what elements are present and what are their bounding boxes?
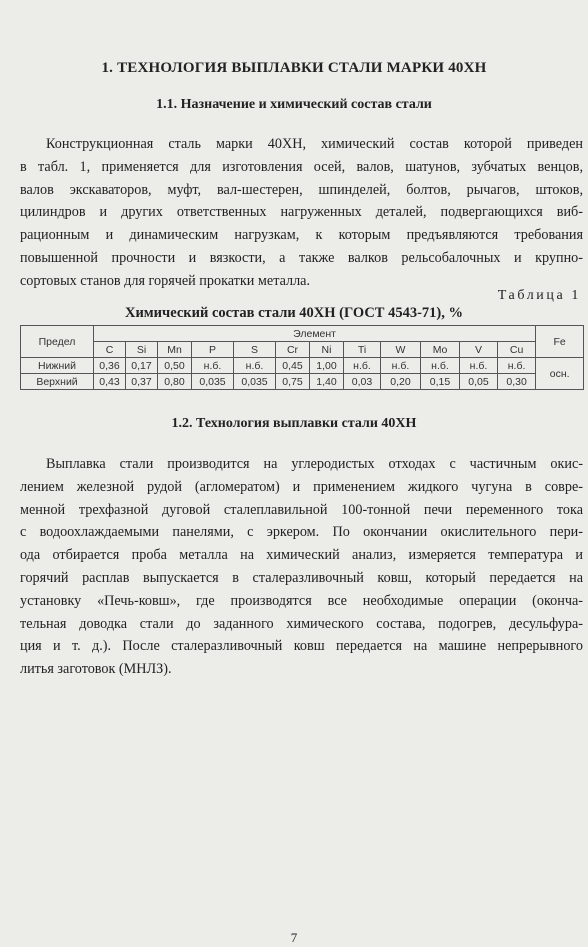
table-cell: н.б.: [498, 358, 536, 374]
paragraph-line: лением железной рудой (агломератом) и применением жидкого чугуна в совре-: [20, 478, 583, 495]
paragraph-line: в табл. 1, применяется для изготовления осей, валов, шатунов, зубчатых венцов,: [20, 158, 583, 175]
column-header-fe: Fe: [536, 326, 584, 358]
element-header-cell: Элемент: [94, 326, 536, 342]
column-header-p: P: [192, 342, 234, 358]
table-cell: 0,50: [158, 358, 192, 374]
table-cell: 0,17: [126, 358, 158, 374]
table-cell: 0,37: [126, 374, 158, 390]
column-header-cu: Cu: [498, 342, 536, 358]
row-label: Верхний: [21, 374, 94, 390]
table-cell: н.б.: [421, 358, 460, 374]
table-cell: 0,43: [94, 374, 126, 390]
section-1-paragraph: [20, 133, 583, 293]
table-cell: н.б.: [381, 358, 421, 374]
section-1-title: 1.1. Назначение и химический состав стали: [156, 97, 432, 112]
table-cell: 1,40: [310, 374, 344, 390]
column-header-mn: Mn: [158, 342, 192, 358]
paragraph-line: Конструкционная сталь марки 40ХН, химический состав которой приведен: [46, 136, 583, 152]
paragraph-line: ода отбирается проба металла на химический анализ, измеряется температура и: [20, 547, 583, 564]
table-cell: 0,45: [276, 358, 310, 374]
chemical-composition-table: [20, 325, 584, 390]
column-header-si: Si: [126, 342, 158, 358]
column-header-ti: Ti: [344, 342, 381, 358]
paragraph-line: рационным и динамическим нагрузкам, к которым предъявляются требования: [20, 227, 583, 244]
table-cell: 0,03: [344, 374, 381, 390]
table-cell: 0,035: [192, 374, 234, 390]
page-number: 7: [290, 930, 298, 945]
paragraph-line: валов экскаваторов, муфт, вал-шестерен, шпинделей, болтов, рычагов, штоков,: [20, 181, 583, 198]
paragraph-line: тельная доводка стали до заданного химического состава, подогрев, десульфура-: [20, 615, 583, 632]
table-cell: 0,035: [234, 374, 276, 390]
paragraph-line: ция и т. д.). После сталеразливочный ковш передается на машине непрерывного: [20, 638, 583, 655]
paragraph-line: сортовых станов для горячей прокатки металла.: [20, 272, 310, 289]
paragraph-line: цилиндров и других ответственных нагруженных деталей, подвергающихся виб-: [20, 204, 583, 221]
paragraph-line: горячий расплав выпускается в сталеразливочный ковш, который передается на: [20, 569, 583, 586]
paragraph-line: установку «Печь-ковш», где производятся все необходимые операции (оконча-: [20, 592, 583, 609]
section-2-title: 1.2. Технология выплавки стали 40ХН: [171, 416, 417, 431]
table-cell: 0,80: [158, 374, 192, 390]
column-header-s: S: [234, 342, 276, 358]
column-header-w: W: [381, 342, 421, 358]
table-cell: н.б.: [234, 358, 276, 374]
column-header-ni: Ni: [310, 342, 344, 358]
fe-value-cell: осн.: [536, 358, 584, 390]
table-cell: 0,36: [94, 358, 126, 374]
chapter-title: 1. ТЕХНОЛОГИЯ ВЫПЛАВКИ СТАЛИ МАРКИ 40ХН: [101, 60, 487, 76]
paragraph-line: с водоохлаждаемыми панелями, с эркером. По окончании окислительного пери-: [20, 524, 583, 541]
paragraph-line: менной трехфазной дуговой сталеплавильной 100-тонной печи переменного тока: [20, 501, 583, 518]
section-2-paragraph: [20, 453, 583, 681]
column-header-c: C: [94, 342, 126, 358]
paragraph-line: литья заготовок (МНЛЗ).: [20, 661, 172, 678]
row-label: Нижний: [21, 358, 94, 374]
table-cell: 0,05: [460, 374, 498, 390]
table-title: Химический состав стали 40ХН (ГОСТ 4543-71), %: [124, 305, 464, 321]
paragraph-line: повышенной прочности и вязкости, а также валков рельсобалочных и крупно-: [20, 249, 583, 266]
column-header-cr: Cr: [276, 342, 310, 358]
table-cell: 0,75: [276, 374, 310, 390]
table-cell: 0,30: [498, 374, 536, 390]
table-cell: 1,00: [310, 358, 344, 374]
table-label: Таблица 1: [497, 288, 581, 303]
column-header-mo: Mo: [421, 342, 460, 358]
column-header-v: V: [460, 342, 498, 358]
paragraph-line: Выплавка стали производится на углеродистых отходах с частичным окис-: [46, 456, 583, 472]
table-cell: 0,15: [421, 374, 460, 390]
table-cell: н.б.: [192, 358, 234, 374]
table-row-upper: [21, 374, 584, 390]
limit-header-cell: Предел: [21, 326, 94, 358]
table-cell: н.б.: [460, 358, 498, 374]
table-cell: 0,20: [381, 374, 421, 390]
table-columns-row: [21, 342, 584, 358]
table-header-row: [21, 326, 584, 342]
table-row-lower: [21, 358, 584, 374]
table-cell: н.б.: [344, 358, 381, 374]
